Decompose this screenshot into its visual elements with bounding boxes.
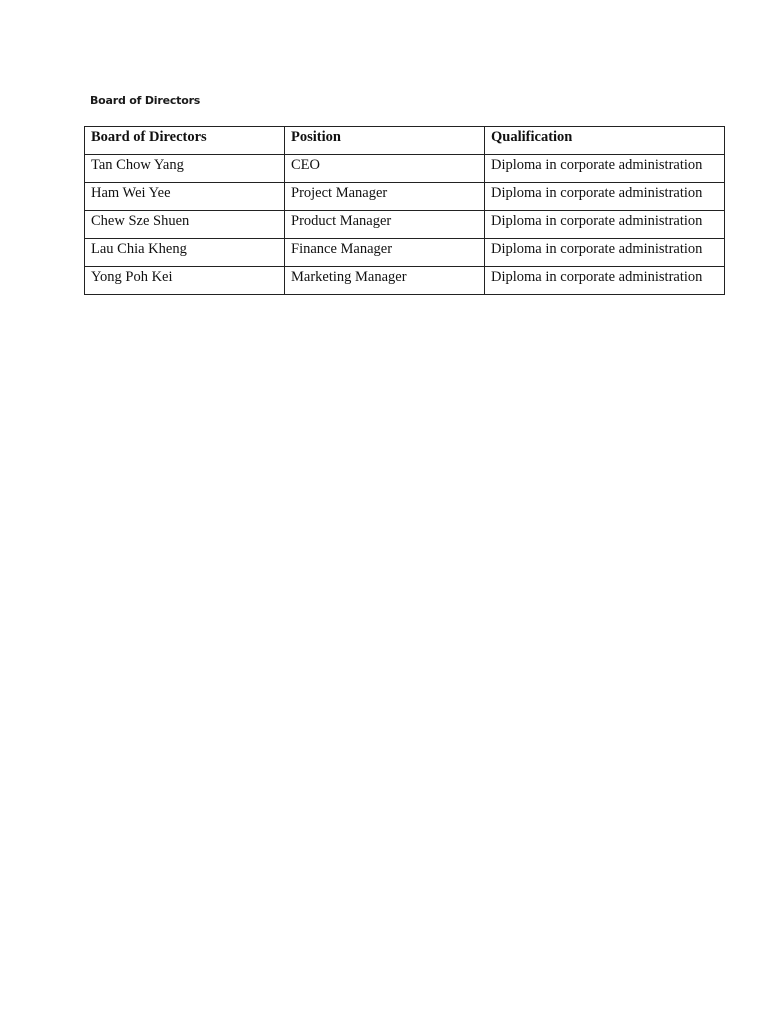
header-position: Position xyxy=(285,127,485,155)
qualification-cell: Diploma in corporate administration xyxy=(485,267,725,295)
table-row xyxy=(85,183,725,211)
header-board-of-directors: Board of Directors xyxy=(85,127,285,155)
director-name-cell: Ham Wei Yee xyxy=(85,183,285,211)
position-cell: CEO xyxy=(285,155,485,183)
position-cell: Finance Manager xyxy=(285,239,485,267)
table-row xyxy=(85,155,725,183)
board-of-directors-table xyxy=(84,126,725,295)
qualification-cell: Diploma in corporate administration xyxy=(485,239,725,267)
director-name-cell: Chew Sze Shuen xyxy=(85,211,285,239)
table-row xyxy=(85,239,725,267)
qualification-cell: Diploma in corporate administration xyxy=(485,155,725,183)
director-name-cell: Yong Poh Kei xyxy=(85,267,285,295)
qualification-cell: Diploma in corporate administration xyxy=(485,183,725,211)
document-heading: Board of Directors xyxy=(90,94,201,107)
table-row xyxy=(85,211,725,239)
director-name-cell: Tan Chow Yang xyxy=(85,155,285,183)
director-name-cell: Lau Chia Kheng xyxy=(85,239,285,267)
table-header-row xyxy=(85,127,725,155)
qualification-cell: Diploma in corporate administration xyxy=(485,211,725,239)
position-cell: Project Manager xyxy=(285,183,485,211)
header-qualification: Qualification xyxy=(485,127,725,155)
position-cell: Marketing Manager xyxy=(285,267,485,295)
position-cell: Product Manager xyxy=(285,211,485,239)
table-row xyxy=(85,267,725,295)
